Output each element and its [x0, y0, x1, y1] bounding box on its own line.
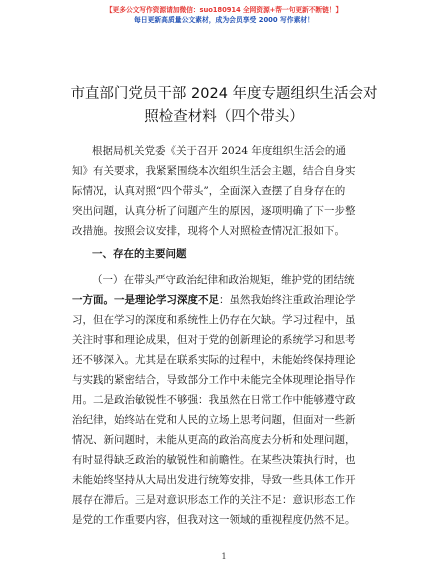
bold-lead: 一方面。一是理论学习深度不足	[72, 294, 219, 306]
promo-banner-sub: 每日更新高质量公文素材，成为会员享受 2000 写作素材！	[134, 16, 314, 24]
document-title-line-1: 市直部门党员干部 2024 年度专题组织生活会对	[70, 86, 378, 102]
body-line: 际情况，认真对照“四个带头”，全面深入查摆了自身存在的	[72, 185, 346, 197]
body-line: 改措施。按照会议安排，现将个人对照检查情况汇报如下。	[72, 225, 345, 237]
body-line: 未能始终坚持从大局出发进行统筹安排，导致一些具体工作开	[72, 474, 356, 486]
body-line: 是党的工作重要内容，但我对这一领域的重视程度仍然不足。	[72, 514, 356, 526]
body-line: 展存在滞后。三是对意识形态工作的关注不足：意识形态工作	[72, 494, 356, 506]
body-line: 还不够深入。尤其是在联系实际的过程中，未能始终保持理论	[72, 354, 356, 366]
body-line: 关注时事和理论成果，但对于党的创新理论的系统学习和思考	[72, 334, 356, 346]
body-line: 用。二是政治敏锐性不够强：我虽然在日常工作中能够遵守政	[72, 394, 356, 406]
body-line	[72, 290, 380, 310]
body-line: 与实践的紧密结合，导致部分工作中未能完全体现理论指导作	[72, 374, 356, 386]
page-number: 1	[221, 552, 227, 561]
body-line: 有时显得缺乏政治的敏锐性和前瞻性。在某些决策执行时，也	[72, 454, 356, 466]
document-title-line-2: 照检查材料（四个带头）	[144, 109, 304, 125]
body-line: 突出问题，认真分析了问题产生的原因，逐项明确了下一步整	[72, 205, 356, 217]
section-heading: 一、存在的主要问题	[92, 248, 187, 260]
body-line: 情况、新问题时，未能从更高的政治高度去分析和处理问题，	[72, 434, 356, 446]
body-line: 知》有关要求，我紧紧围绕本次组织生活会主题，结合自身实	[72, 165, 356, 177]
promo-banner-top: 【更多公文写作资源请加微信：suo180914 全网资源+帮一句更新不断链！】	[105, 6, 343, 14]
body-line: （一）在带头严守政治纪律和政治规矩，维护党的团结统	[92, 274, 355, 286]
body-line: 治纪律，始终站在党和人民的立场上思考问题，但面对一些新	[72, 414, 356, 426]
body-text: ：虽然我始终注重政治理论学	[219, 294, 356, 306]
body-line: 根据局机关党委《关于召开 2024 年度组织生活会的通	[92, 145, 346, 157]
body-line: 习，但在学习的深度和系统性上仍存在欠缺。学习过程中，虽	[72, 314, 356, 326]
